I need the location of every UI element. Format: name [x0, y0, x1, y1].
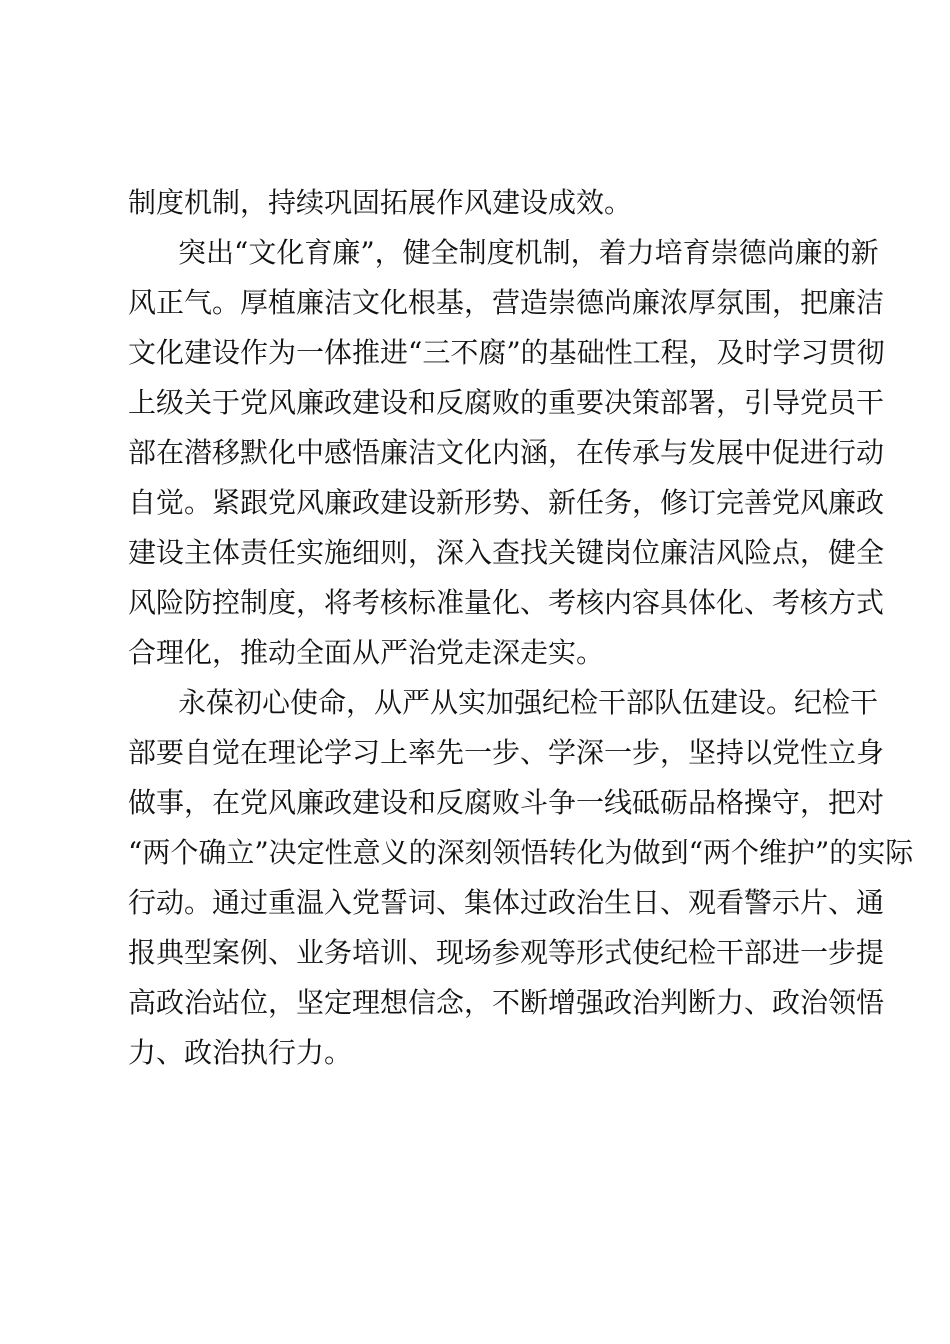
text-line: 合理化，推动全面从严治党走深走实。	[128, 636, 605, 669]
text-line: 风正气。厚植廉洁文化根基，营造崇德尚廉浓厚氛围，把廉洁	[128, 286, 885, 319]
text-line: 自觉。紧跟党风廉政建设新形势、新任务，修订完善党风廉政	[128, 486, 885, 519]
text-line: 部要自觉在理论学习上率先一步、学深一步，坚持以党性立身	[128, 736, 885, 769]
text-line: 永葆初心使命，从严从实加强纪检干部队伍建设。纪检干	[178, 686, 879, 719]
text-line: 制度机制，持续巩固拓展作风建设成效。	[128, 186, 633, 219]
text-line: 文化建设作为一体推进“三不腐”的基础性工程，及时学习贯彻	[128, 336, 885, 369]
text-line: 建设主体责任实施细则，深入查找关键岗位廉洁风险点，健全	[128, 536, 885, 569]
text-line: 行动。通过重温入党誓词、集体过政治生日、观看警示片、通	[128, 886, 885, 919]
text-line: 上级关于党风廉政建设和反腐败的重要决策部署，引导党员干	[128, 386, 885, 419]
text-line: 做事，在党风廉政建设和反腐败斗争一线砥砺品格操守，把对	[128, 786, 885, 819]
text-line: 报典型案例、业务培训、现场参观等形式使纪检干部进一步提	[128, 936, 885, 969]
text-line: “两个确立”决定性意义的深刻领悟转化为做到“两个维护”的实际	[128, 836, 914, 869]
text-line: 突出“文化育廉”，健全制度机制，着力培育崇德尚廉的新	[178, 236, 879, 269]
text-line: 力、政治执行力。	[128, 1036, 353, 1069]
text-line: 风险防控制度，将考核标准量化、考核内容具体化、考核方式	[128, 586, 885, 619]
text-line: 高政治站位，坚定理想信念，不断增强政治判断力、政治领悟	[128, 986, 885, 1019]
text-line: 部在潜移默化中感悟廉洁文化内涵，在传承与发展中促进行动	[128, 436, 885, 469]
